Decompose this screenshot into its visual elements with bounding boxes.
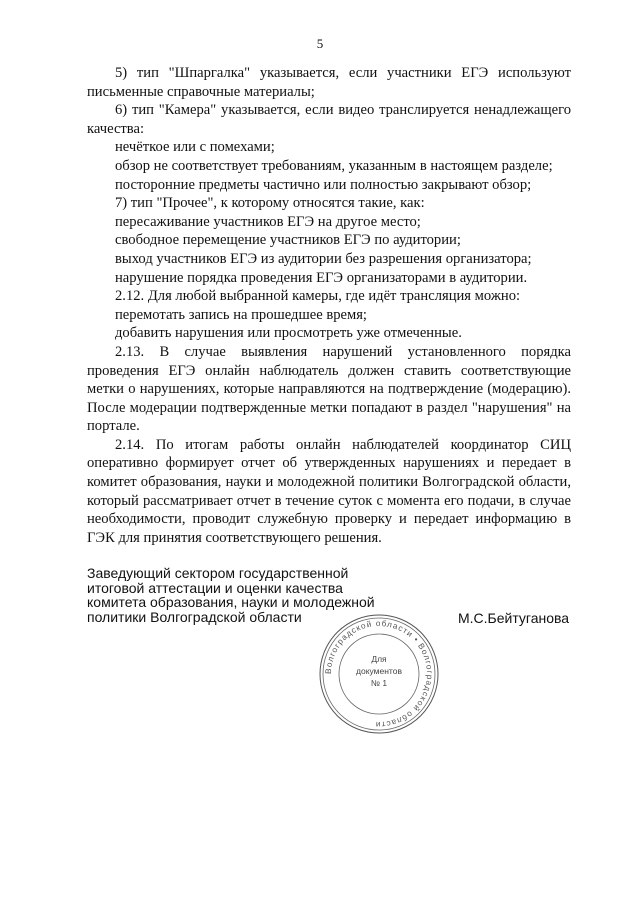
document-body <box>87 64 571 547</box>
paragraph: выход участников ЕГЭ из аудитории без разрешения организатора; <box>115 250 532 267</box>
paragraph: свободное перемещение участников ЕГЭ по аудитории; <box>115 232 461 249</box>
svg-text:№ 1: № 1 <box>370 678 388 688</box>
signatory-name: М.С.Бейтуганова <box>458 610 570 626</box>
paragraph: 2.14. По итогам работы онлайн наблюдателей координатор СИЦ оперативно формирует отчет об утвержденных нарушениях и передает в комитет образования, науки и молодежной политики Волгоградской области, который рассматривает отчет в течение суток с момента его подачи, в случае необходимости, проводит служебную проверку и передает информацию в ГЭК для принятия соответствующего решения. <box>87 436 571 546</box>
paragraph: перемотать запись на прошедшее время; <box>115 306 367 323</box>
paragraph: 6) тип "Камера" указывается, если видео транслируется ненадлежащего качества: <box>87 102 571 137</box>
svg-text:Волгоградской области • Волгог: Волгоградской области • Волгоградской области <box>323 618 435 730</box>
signature-line: комитета образования, науки и молодежной <box>87 594 375 610</box>
svg-text:Для: Для <box>371 654 387 664</box>
official-stamp <box>317 612 441 736</box>
paragraph: 7) тип "Прочее", к которому относятся такие, как: <box>115 195 425 212</box>
signature-line: итоговой аттестации и оценки качества <box>87 579 343 596</box>
signature-line: Заведующий сектором государственной <box>87 565 349 581</box>
signature-line: политики Волгоградской области <box>87 608 302 625</box>
paragraph: 2.13. В случае выявления нарушений установленного порядка проведения ЕГЭ онлайн наблюдатель должен ставить соответствующие метки о нарушениях, которые направляются на подтверждение (модерацию). После модерации подтвержденные метки попадают в раздел "нарушения" на портале. <box>87 343 571 435</box>
paragraph: 5) тип "Шпаргалка" указывается, если участники ЕГЭ используют письменные справочные материалы; <box>87 65 571 100</box>
paragraph: обзор не соответствует требованиям, указанным в настоящем разделе; <box>115 157 553 174</box>
paragraph: нечёткое или с помехами; <box>115 139 275 156</box>
paragraph: посторонние предметы частично или полностью закрывают обзор; <box>115 176 532 193</box>
paragraph: нарушение порядка проведения ЕГЭ организаторами в аудитории. <box>115 269 528 286</box>
paragraph: пересаживание участников ЕГЭ на другое место; <box>115 213 421 230</box>
svg-text:документов: документов <box>356 666 402 676</box>
paragraph: 2.12. Для любой выбранной камеры, где идёт трансляция можно: <box>115 288 521 305</box>
paragraph: добавить нарушения или просмотреть уже отмеченные. <box>115 325 462 342</box>
page-number: 5 <box>316 36 324 51</box>
